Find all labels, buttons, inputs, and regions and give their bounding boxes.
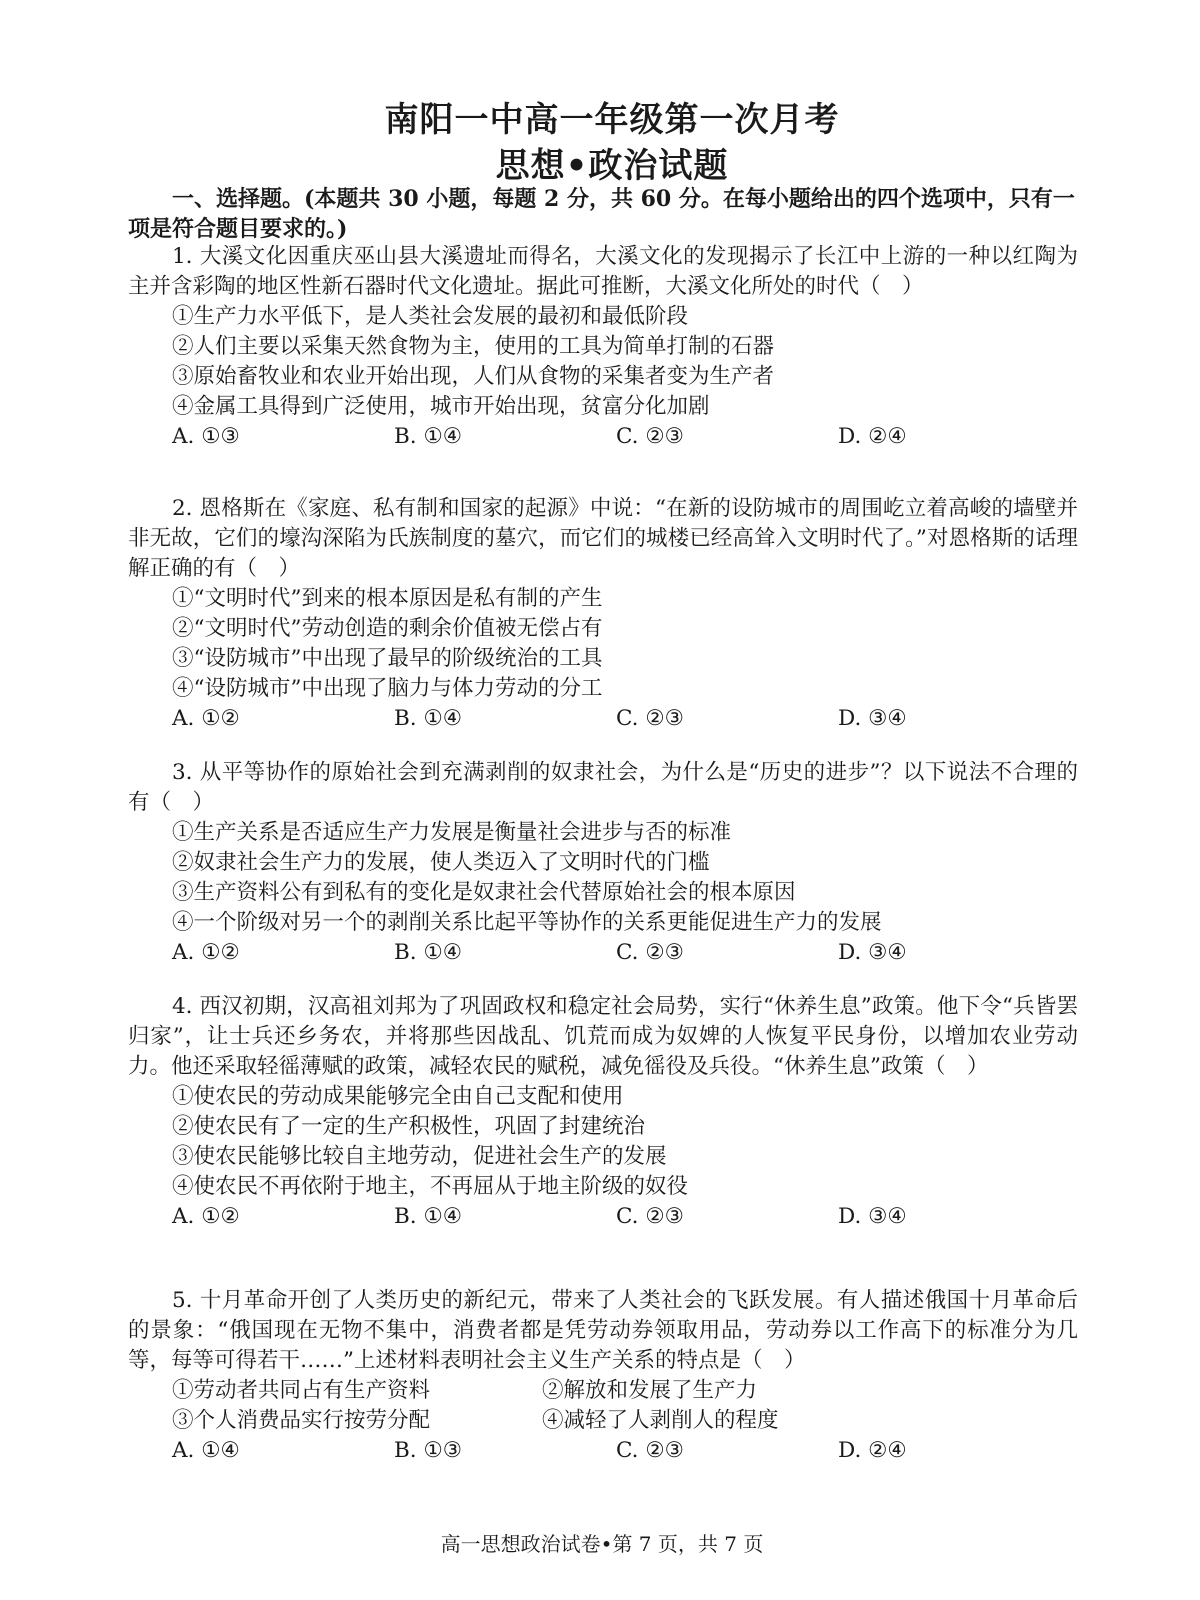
- answer-choice-d: D. ②④: [838, 1438, 907, 1463]
- option-item: ②解放和发展了生产力: [542, 1378, 758, 1403]
- question-stem: 5. 十月革命开创了人类历史的新纪元，带来了人类社会的飞跃发展。有人描述俄国十月革命后的景象：“俄国现在无物不集中，消费者都是凭劳动券领取用品，劳动券以工作高下的标准分为几等，每等可得若干……”上述材料表明社会主义生产关系的特点是（ ）: [128, 1288, 1078, 1373]
- question-4: [128, 992, 1078, 1232]
- option-item: ①“文明时代”到来的根本原因是私有制的产生: [172, 586, 603, 611]
- option-item: ①劳动者共同占有生产资料: [172, 1378, 431, 1403]
- answer-choices: [128, 422, 1078, 452]
- answer-choice-c: C. ②③: [616, 1204, 684, 1229]
- answer-choice-b: B. ①④: [394, 940, 463, 965]
- option-item: ①使农民的劳动成果能够完全由自己支配和使用: [172, 1084, 624, 1109]
- question-2: [128, 494, 1078, 734]
- answer-choices: [128, 938, 1078, 968]
- page-footer: 高一思想政治试卷•第 7 页，共 7 页: [440, 1532, 764, 1556]
- option-item: ④减轻了人剥削人的程度: [542, 1408, 779, 1433]
- option-item: ②“文明时代”劳动创造的剩余价值被无偿占有: [172, 616, 603, 641]
- option-item: ③生产资料公有到私有的变化是奴隶社会代替原始社会的根本原因: [172, 880, 796, 905]
- option-item: ④“设防城市”中出现了脑力与体力劳动的分工: [172, 676, 603, 701]
- answer-choice-b: B. ①④: [394, 706, 463, 731]
- question-3: [128, 758, 1078, 968]
- answer-choices: [128, 1202, 1078, 1232]
- answer-choice-b: B. ①④: [394, 424, 463, 449]
- answer-choice-d: D. ③④: [838, 1204, 907, 1229]
- answer-choice-c: C. ②③: [616, 424, 684, 449]
- answer-choice-c: C. ②③: [616, 706, 684, 731]
- answer-choice-a: A. ①③: [172, 424, 240, 449]
- option-item: ④金属工具得到广泛使用，城市开始出现，贫富分化加剧: [172, 394, 710, 419]
- answer-choices: [128, 704, 1078, 734]
- exam-subtitle: 思想•政治试题: [495, 146, 729, 186]
- answer-choice-c: C. ②③: [616, 940, 684, 965]
- option-item: ①生产力水平低下，是人类社会发展的最初和最低阶段: [172, 304, 689, 329]
- answer-choices: [128, 1436, 1078, 1466]
- option-item: ③“设防城市”中出现了最早的阶级统治的工具: [172, 646, 603, 671]
- answer-choice-d: D. ③④: [838, 940, 907, 965]
- question-5: [128, 1286, 1078, 1466]
- question-stem: 1. 大溪文化因重庆巫山县大溪遗址而得名，大溪文化的发现揭示了长江中上游的一种以红陶为主并含彩陶的地区性新石器时代文化遗址。据此可推断，大溪文化所处的时代（ ）: [128, 244, 1078, 299]
- answer-choice-b: B. ①③: [394, 1438, 463, 1463]
- option-item: ③原始畜牧业和农业开始出现，人们从食物的采集者变为生产者: [172, 364, 775, 389]
- option-row: [128, 1406, 1078, 1436]
- question-stem: 2. 恩格斯在《家庭、私有制和国家的起源》中说：“在新的设防城市的周围屹立着高峻的墙壁并非无故，它们的壕沟深陷为氏族制度的墓穴，而它们的城楼已经高耸入文明时代了。”对恩格斯的话理解正确的有（ ）: [128, 496, 1078, 581]
- answer-choice-d: D. ②④: [838, 424, 907, 449]
- answer-choice-a: A. ①④: [172, 1438, 240, 1463]
- answer-choice-c: C. ②③: [616, 1438, 684, 1463]
- option-item: ①生产关系是否适应生产力发展是衡量社会进步与否的标准: [172, 820, 732, 845]
- answer-choice-a: A. ①②: [172, 1204, 240, 1229]
- option-item: ②人们主要以采集天然食物为主，使用的工具为简单打制的石器: [172, 334, 775, 359]
- question-stem: 4. 西汉初期，汉高祖刘邦为了巩固政权和稳定社会局势，实行“休养生息”政策。他下令“兵皆罢归家”，让士兵还乡务农，并将那些因战乱、饥荒而成为奴婢的人恢复平民身份，以增加农业劳动力。他还采取轻徭薄赋的政策，减轻农民的赋税，减免徭役及兵役。“休养生息”政策（ ）: [128, 994, 1078, 1079]
- option-row: [128, 1376, 1078, 1406]
- option-item: ④一个阶级对另一个的剥削关系比起平等协作的关系更能促进生产力的发展: [172, 910, 882, 935]
- section-heading: 一、选择题。(本题共 30 小题，每题 2 分，共 60 分。在每小题给出的四个选项中，只有一项是符合题目要求的。): [128, 186, 1075, 242]
- answer-choice-b: B. ①④: [394, 1204, 463, 1229]
- answer-choice-a: A. ①②: [172, 706, 240, 731]
- option-item: ④使农民不再依附于地主，不再屈从于地主阶级的奴役: [172, 1174, 689, 1199]
- option-item: ②奴隶社会生产力的发展，使人类迈入了文明时代的门槛: [172, 850, 710, 875]
- answer-choice-a: A. ①②: [172, 940, 240, 965]
- option-item: ②使农民有了一定的生产积极性，巩固了封建统治: [172, 1114, 646, 1139]
- question-stem: 3. 从平等协作的原始社会到充满剥削的奴隶社会，为什么是“历史的进步”？以下说法不合理的有（ ）: [128, 760, 1078, 815]
- option-item: ③个人消费品实行按劳分配: [172, 1408, 431, 1433]
- answer-choice-d: D. ③④: [838, 706, 907, 731]
- option-item: ③使农民能够比较自主地劳动，促进社会生产的发展: [172, 1144, 667, 1169]
- exam-title: 南阳一中高一年级第一次月考: [384, 100, 840, 140]
- question-1: [128, 242, 1078, 452]
